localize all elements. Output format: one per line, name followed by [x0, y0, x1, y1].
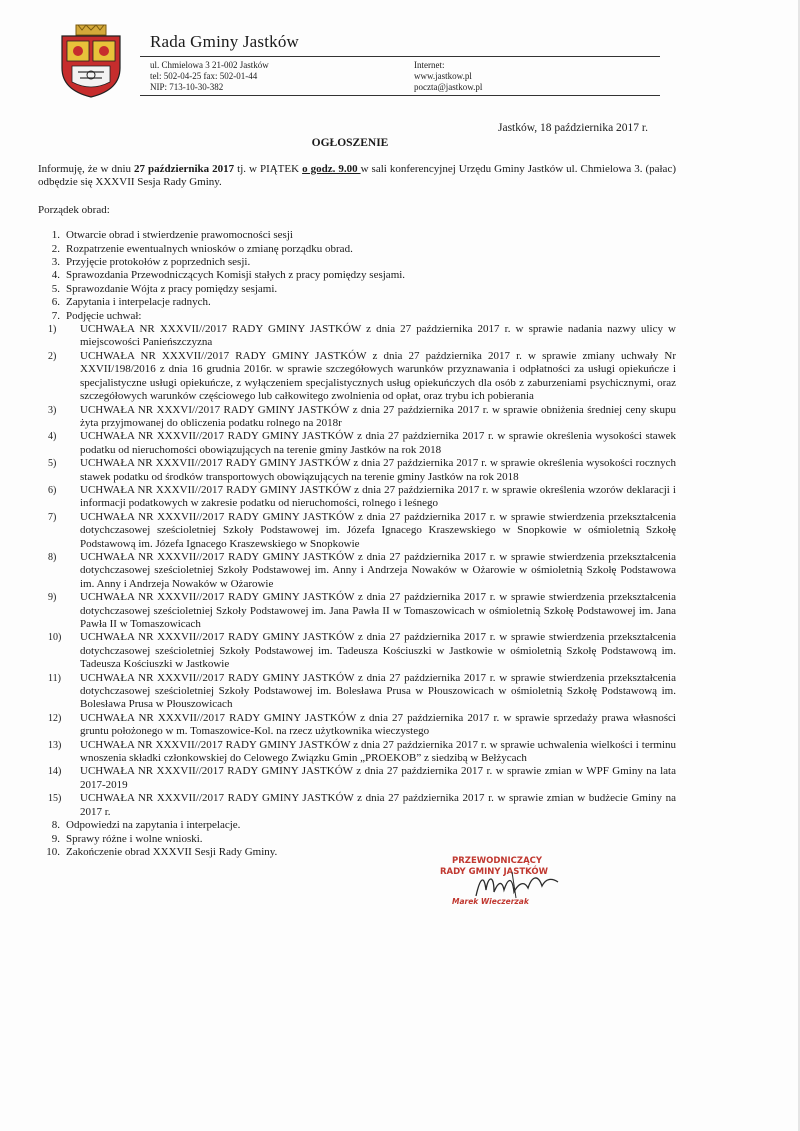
- email-link[interactable]: poczta@jastkow.pl: [414, 82, 483, 92]
- resolution-item: [38, 792, 676, 819]
- resolution-item-number: 7): [48, 511, 57, 523]
- agenda-closing-list: [38, 819, 676, 859]
- agenda-item: [38, 846, 676, 859]
- agenda-item-number: 4.: [51, 269, 60, 282]
- website-link[interactable]: www.jastkow.pl: [414, 71, 472, 81]
- resolution-item: [38, 765, 676, 792]
- stamp-line-title: PRZEWODNICZĄCY: [452, 856, 543, 866]
- agenda-item-number: 7.: [51, 309, 60, 322]
- nip-line: NIP: 713-10-30-382: [150, 82, 224, 92]
- agenda-item-text: Rozpatrzenie ewentualnych wniosków o zmianę porządku obrad.: [66, 242, 353, 255]
- agenda-item-number: 8.: [51, 819, 60, 832]
- resolution-item-number: 1): [48, 324, 57, 336]
- resolution-item-number: 8): [48, 551, 57, 563]
- stamp-line-name: Marek Wieczerzak: [452, 897, 529, 906]
- resolution-item: [38, 672, 676, 712]
- resolution-item-text: UCHWAŁA NR XXXVII//2017 RADY GMINY JASTKÓW z dnia 27 października 2017 r. w sprawie zmian w budżecie Gminy na 2017 r.: [80, 792, 676, 818]
- resolution-item-text: UCHWAŁA NR XXXVII//2017 RADY GMINY JASTKÓW z dnia 27 października 2017 r. w sprawie uchwalenia wielkości i terminu wnoszenia składki członkowskiej do Celowego Związku Gmin „PROEKOB” z siedzibą w Bełżycach: [80, 738, 676, 765]
- contact-block: [414, 60, 482, 93]
- date-line: Jastków, 18 października 2017 r.: [498, 122, 648, 134]
- resolution-item-number: 2): [48, 350, 57, 362]
- agenda-item-number: 9.: [51, 832, 60, 845]
- stamp-line-council: RADY GMINY JASTKÓW: [440, 867, 548, 877]
- agenda-item-text: Zapytania i interpelacje radnych.: [66, 296, 211, 309]
- resolution-item-text: UCHWAŁA NR XXXVII//2017 RADY GMINY JASTKÓW z dnia 27 października 2017 r. w sprawie sprzedaży prawa własności gruntu położonego w m. Tomaszowice-Kol. na rzecz użytkownika wieczystego: [80, 711, 676, 738]
- resolution-item-text: UCHWAŁA NR XXXVII//2017 RADY GMINY JASTKÓW z dnia 27 października 2017 r. w sprawie nadania nazwy ulicy w miejscowości Panieńszczyzna: [80, 323, 676, 349]
- resolution-item-number: 12): [48, 712, 62, 724]
- intro-text: w sali konferencyjnej Urzędu Gminy Jastków ul. Chmielowa 3. (pałac) odbędzie się XXXVII Sesja Rady Gminy.: [38, 163, 676, 189]
- resolution-item: [38, 631, 676, 671]
- agenda-item-text: Sprawozdanie Wójta z pracy pomiędzy sesjami.: [66, 282, 278, 295]
- resolution-item-number: 14): [48, 766, 62, 778]
- resolution-item: [38, 457, 676, 484]
- resolution-item: [38, 350, 676, 404]
- agenda-item-text: Podjęcie uchwał:: [66, 309, 142, 322]
- resolution-item-text: UCHWAŁA NR XXXVII//2017 RADY GMINY JASTKÓW z dnia 27 października 2017 r. w sprawie stwierdzenia przekształcenia dotychczasowej sześcioletniej Szkoły Podstawowej im. Bolesława Prusa w Płouszowicach w ośmioletnią Szkołę Podstawową im. Bolesława Prusa w Płouszowicach: [80, 671, 676, 711]
- header-rule-bottom: [140, 95, 660, 96]
- resolution-item-number: 11): [48, 672, 61, 684]
- session-time: o godz. 9.00: [302, 163, 361, 175]
- agenda-item: [38, 243, 676, 256]
- announcement-title: OGŁOSZENIE: [311, 137, 389, 149]
- resolution-item: [38, 712, 676, 739]
- resolutions-list: [38, 323, 676, 819]
- resolution-item-text: UCHWAŁA NR XXXVII//2017 RADY GMINY JASTKÓW z dnia 27 października 2017 r. w sprawie określenia wysokości rocznych stawek podatku od środków transportowych obowiązujących na terenie gminy Jastków na rok 2018: [80, 457, 676, 483]
- coat-of-arms-icon: [58, 24, 124, 98]
- resolution-item: [38, 511, 676, 551]
- resolution-item: [38, 484, 676, 511]
- agenda-item: [38, 283, 676, 296]
- resolution-item-text: UCHWAŁA NR XXXVII//2017 RADY GMINY JASTKÓW z dnia 27 października 2017 r. w sprawie stwierdzenia przekształcenia dotychczasowej sześcioletniej Szkoły Podstawowej im. Jana Pawła II w Tomaszowicach w ośmioletnią Szkołę Podstawowej im. Jana Pawła II w Tomaszowicach: [80, 591, 676, 630]
- resolution-item-text: UCHWAŁA NR XXXVII//2017 RADY GMINY JASTKÓW z dnia 27 października 2017 r. w sprawie określenia wzorów deklaracji i informacji podatkowych w zakresie podatku od nieruchomości, rolnego i leśnego: [80, 483, 676, 510]
- agenda-item-text: Sprawozdania Przewodniczących Komisji stałych z pracy pomiędzy sesjami.: [66, 269, 406, 282]
- agenda-label: Porządek obrad:: [38, 203, 110, 216]
- agenda-item-number: 3.: [51, 256, 60, 269]
- address-block: [150, 60, 269, 93]
- resolution-item-number: 9): [48, 592, 57, 604]
- internet-label: Internet:: [414, 60, 445, 70]
- handwritten-signature: [472, 868, 562, 904]
- agenda-item: [38, 833, 676, 846]
- resolution-item: [38, 591, 676, 631]
- agenda-item: [38, 296, 676, 309]
- resolution-item-text: UCHWAŁA NR XXXVI//2017 RADY GMINY JASTKÓW z dnia 27 października 2017 r. w sprawie obniżenia średniej ceny skupu żyta przyjmowanej do obliczenia podatku rolnego na 2018r: [80, 403, 676, 429]
- resolution-item: [38, 739, 676, 766]
- resolution-item-number: 6): [48, 484, 57, 496]
- agenda-item-text: Sprawy różne i wolne wnioski.: [66, 832, 203, 845]
- agenda-item-number: 1.: [51, 229, 60, 242]
- resolution-item-number: 5): [48, 458, 57, 470]
- resolution-item-text: UCHWAŁA NR XXXVII//2017 RADY GMINY JASTKÓW z dnia 27 października 2017 r. w sprawie zmiany uchwały Nr XXVII/198/2016 z dnia 16 grudnia 2016r. w sprawie szczegółowych warunków przyznawania i odpłatności za usługi opiekuńcze i specjalistyczne usługi opiekuńcze, z wyłączeniem specjalistycznych usług opiekuńczych dla osób z zaburzeniami psychicznymi, oraz szczegółowych warunków częściowego lub całkowitego zwolnienia od opłat, oraz trybu ich pobierania: [80, 349, 676, 403]
- intro-text: tj. w PIĄTEK: [234, 163, 303, 175]
- agenda-item-number: 5.: [51, 282, 60, 295]
- org-name: Rada Gminy Jastków: [150, 32, 300, 51]
- resolution-item-text: UCHWAŁA NR XXXVII//2017 RADY GMINY JASTKÓW z dnia 27 października 2017 r. w sprawie zmian w WPF Gminy na lata 2017-2019: [80, 765, 676, 791]
- resolution-item: [38, 404, 676, 431]
- resolution-item: [38, 323, 676, 350]
- resolution-item-number: 4): [48, 431, 57, 443]
- resolution-item-text: UCHWAŁA NR XXXVII//2017 RADY GMINY JASTKÓW z dnia 27 października 2017 r. w sprawie stwierdzenia przekształcenia dotychczasowej sześcioletniej Szkoły Podstawowej im. Józefa Ignacego Kraszewskiego w Snopkowie w ośmioletnią Szkołę Podstawową im. Józefa Ignacego Kraszewskiego w Snopkowie: [80, 510, 676, 550]
- resolution-item-text: UCHWAŁA NR XXXVII//2017 RADY GMINY JASTKÓW z dnia 27 października 2017 r. w sprawie określenia wysokości stawek podatku od nieruchomości obowiązujących na terenie gminy Jastków na rok 2018: [80, 430, 676, 456]
- resolution-item-number: 3): [48, 404, 57, 416]
- agenda-item-text: Przyjęcie protokołów z poprzednich sesji.: [66, 256, 251, 269]
- header-rule: [140, 56, 660, 57]
- agenda-item: [38, 256, 676, 269]
- phone-fax-line: tel: 502-04-25 fax: 502-01-44: [150, 71, 258, 81]
- intro-text: Informuję, że w dniu: [38, 163, 135, 175]
- agenda-item: [38, 269, 676, 282]
- resolution-item-text: UCHWAŁA NR XXXVII//2017 RADY GMINY JASTKÓW z dnia 27 października 2017 r. w sprawie stwierdzenia przekształcenia dotychczasowej sześcioletniej Szkoły Podstawowej im. Anny i Andrzeja Nowaków w Ożarowie w ośmioletnią Szkołę Podstawowa im. Anny i Andrzeja Nowaków w Ożarowie: [80, 550, 676, 590]
- resolution-item-number: 13): [48, 739, 62, 751]
- resolution-item-text: UCHWAŁA NR XXXVII//2017 RADY GMINY JASTKÓW z dnia 27 października 2017 r. w sprawie stwierdzenia przekształcenia dotychczasowej sześcioletniej Szkoły Podstawowej im. Tadeusza Kościuszki w Jastkowie w ośmioletnią Szkołę Podstawową im. Tadeusza Kościuszki w Jastkowie: [80, 631, 676, 671]
- address-line: ul. Chmielowa 3 21-002 Jastków: [150, 60, 269, 70]
- agenda-item-text: Odpowiedzi na zapytania i interpelacje.: [66, 819, 241, 832]
- agenda-item-number: 2.: [51, 242, 60, 255]
- document-body: [38, 163, 676, 859]
- resolution-item-number: 15): [48, 793, 62, 805]
- agenda-item-number: 10.: [46, 845, 60, 858]
- agenda-list: [38, 229, 676, 323]
- resolution-item-number: 10): [48, 632, 62, 644]
- resolution-item: [38, 551, 676, 591]
- intro-paragraph: [38, 163, 676, 190]
- agenda-item-number: 6.: [51, 296, 60, 309]
- agenda-item: [38, 819, 676, 832]
- session-date: 27 października 2017: [134, 163, 235, 175]
- resolution-item: [38, 430, 676, 457]
- agenda-item: [38, 229, 676, 242]
- agenda-item-text: Zakończenie obrad XXXVII Sesji Rady Gminy.: [66, 845, 278, 858]
- agenda-item-text: Otwarcie obrad i stwierdzenie prawomocności sesji: [66, 229, 293, 242]
- agenda-item: [38, 310, 676, 323]
